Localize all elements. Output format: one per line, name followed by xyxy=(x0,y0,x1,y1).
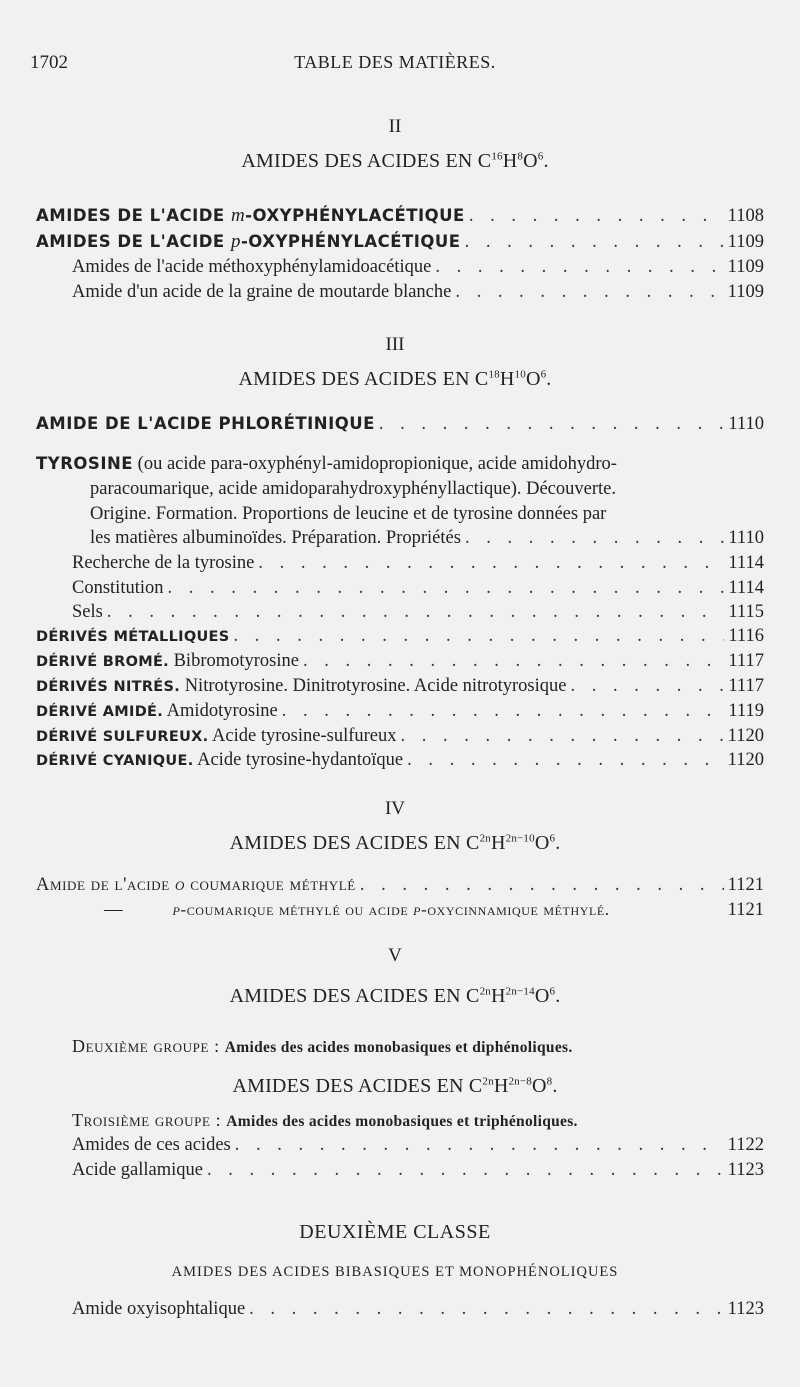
toc-entry xyxy=(36,699,764,724)
page-ref: 1109 xyxy=(727,257,764,277)
page-ref: 1110 xyxy=(728,528,764,548)
leader-dots xyxy=(360,873,724,897)
toc-entry xyxy=(36,204,764,228)
page-ref: 1114 xyxy=(728,578,764,598)
page-number: 1702 xyxy=(30,52,68,73)
page-ref: 1122 xyxy=(727,1135,764,1155)
leader-dots xyxy=(233,624,724,648)
group-heading: Troisième groupe : Amides des acides monobasiques et triphénoliques. xyxy=(72,1110,578,1130)
group-heading: Deuxième groupe : Amides des acides monobasiques et diphénoliques. xyxy=(72,1036,573,1056)
toc-entry xyxy=(36,649,764,674)
entry-title: DÉRIVÉ AMIDÉ. Amidotyrosine xyxy=(36,701,278,721)
leader-dots xyxy=(469,204,724,228)
entry-title: Constitution xyxy=(72,578,164,598)
leader-dots xyxy=(435,255,723,279)
running-title: TABLE DES MATIÈRES. xyxy=(294,52,496,72)
section-title: AMIDES DES ACIDES EN $C^{16}H^8O^6$. xyxy=(241,150,549,172)
entry-title: les matières albuminoïdes. Préparation. Propriétés xyxy=(90,528,461,548)
page-ref: 1109 xyxy=(727,282,764,302)
section-numeral: IV xyxy=(384,798,406,819)
toc-entry xyxy=(36,412,764,436)
page-ref: 1123 xyxy=(727,1160,764,1180)
section-numeral: V xyxy=(388,945,402,966)
page-ref: 1117 xyxy=(728,651,764,671)
page-ref: 1121 xyxy=(727,875,764,895)
entry-title: — p-coumarique méthylé ou acide p-oxycinnamique méthylé. xyxy=(104,900,610,920)
page-ref: 1115 xyxy=(728,602,764,622)
leader-dots xyxy=(249,1297,724,1321)
page-ref: 1123 xyxy=(727,1299,764,1319)
leader-dots xyxy=(235,1133,724,1157)
page-ref: 1117 xyxy=(728,676,764,696)
toc-entry xyxy=(36,748,764,773)
leader-dots xyxy=(379,412,724,436)
class-subtitle: AMIDES DES ACIDES BIBASIQUES ET MONOPHÉNOLIQUES xyxy=(171,1264,619,1280)
toc-entry xyxy=(72,1133,764,1157)
toc-entry xyxy=(36,724,764,749)
section-title: AMIDES DES ACIDES EN $C^{18}H^{10}O^6$. xyxy=(238,368,552,390)
entry-title: Sels xyxy=(72,602,103,622)
entry-title: DÉRIVÉ CYANIQUE. Acide tyrosine-hydantoïque xyxy=(36,750,404,770)
page-ref: 1119 xyxy=(728,701,764,721)
leader-dots xyxy=(207,1158,724,1182)
toc-entry xyxy=(36,624,764,649)
tyrosine-paragraph: TYROSINE (ou acide para-oxyphényl-amidopropionique, acide amidohydro- paracoumarique, acide amidoparahydroxyphényllactique). Découverte. Origine. Formation. Proportions de leucine et de tyrosine données par xyxy=(36,454,617,524)
class-title: DEUXIÈME CLASSE xyxy=(299,1221,491,1243)
entry-title: Amides de l'acide méthoxyphénylamidoacétique xyxy=(72,257,432,277)
entry-title: Amide d'un acide de la graine de moutarde blanche xyxy=(72,282,452,302)
toc-entry xyxy=(90,526,764,550)
leader-dots xyxy=(465,230,724,254)
page-ref: 1121 xyxy=(727,900,764,920)
page-ref: 1120 xyxy=(727,726,764,746)
leader-dots xyxy=(401,724,724,748)
toc-entry xyxy=(36,873,764,897)
entry-title: Amide de l'acide o coumarique méthylé xyxy=(36,875,356,895)
section-title: AMIDES DES ACIDES EN $C^{2n}H^{2n-14}O^6$. xyxy=(229,985,561,1007)
leader-dots xyxy=(455,280,723,304)
leader-dots xyxy=(303,649,724,673)
entry-title: DÉRIVÉ BROMÉ. Bibromotyrosine xyxy=(36,651,299,671)
page-ref: 1114 xyxy=(728,553,764,573)
section-numeral: III xyxy=(385,334,405,355)
leader-dots xyxy=(570,674,724,698)
page-ref: 1109 xyxy=(727,232,764,252)
leader-dots xyxy=(258,551,724,575)
entry-title: AMIDE DE L'ACIDE PHLORÉTINIQUE xyxy=(36,414,375,433)
page-ref: 1110 xyxy=(728,414,764,434)
section-title: AMIDES DES ACIDES EN $C^{2n}H^{2n-8}O^8$. xyxy=(232,1075,558,1097)
toc-entry xyxy=(72,255,764,279)
toc-entry xyxy=(36,674,764,699)
toc-entry xyxy=(72,280,764,304)
page-ref: 1108 xyxy=(727,206,764,226)
section-title: AMIDES DES ACIDES EN $C^{2n}H^{2n-10}O^6$. xyxy=(229,832,561,854)
toc-entry xyxy=(72,600,764,624)
leader-dots xyxy=(107,600,725,624)
leader-dots xyxy=(168,576,725,600)
toc-entry xyxy=(72,551,764,575)
leader-dots xyxy=(407,748,724,772)
entry-title: Acide gallamique xyxy=(72,1160,203,1180)
page-ref: 1116 xyxy=(728,626,764,646)
entry-title: DÉRIVÉ SULFUREUX. Acide tyrosine-sulfureux xyxy=(36,726,397,746)
entry-title: TYROSINE xyxy=(36,454,134,473)
entry-title: DÉRIVÉS NITRÉS. Nitrotyrosine. Dinitrotyrosine. Acide nitrotyrosique xyxy=(36,676,567,696)
toc-entry xyxy=(72,1158,764,1182)
toc-entry xyxy=(36,230,764,254)
section-numeral: II xyxy=(388,116,402,137)
page-ref: 1120 xyxy=(727,750,764,770)
entry-title: AMIDES DE L'ACIDE p-OXYPHÉNYLACÉTIQUE xyxy=(36,231,461,252)
toc-entry xyxy=(72,576,764,600)
toc-entry xyxy=(72,1297,764,1321)
entry-title: DÉRIVÉS MÉTALLIQUES xyxy=(36,629,230,645)
leader-dots xyxy=(465,526,724,550)
entry-title: Amides de ces acides xyxy=(72,1135,231,1155)
leader-dots xyxy=(282,699,725,723)
entry-title: Amide oxyisophtalique xyxy=(72,1299,246,1319)
entry-title: AMIDES DE L'ACIDE m-OXYPHÉNYLACÉTIQUE xyxy=(36,205,465,226)
toc-entry xyxy=(104,898,764,922)
entry-title: Recherche de la tyrosine xyxy=(72,553,255,573)
